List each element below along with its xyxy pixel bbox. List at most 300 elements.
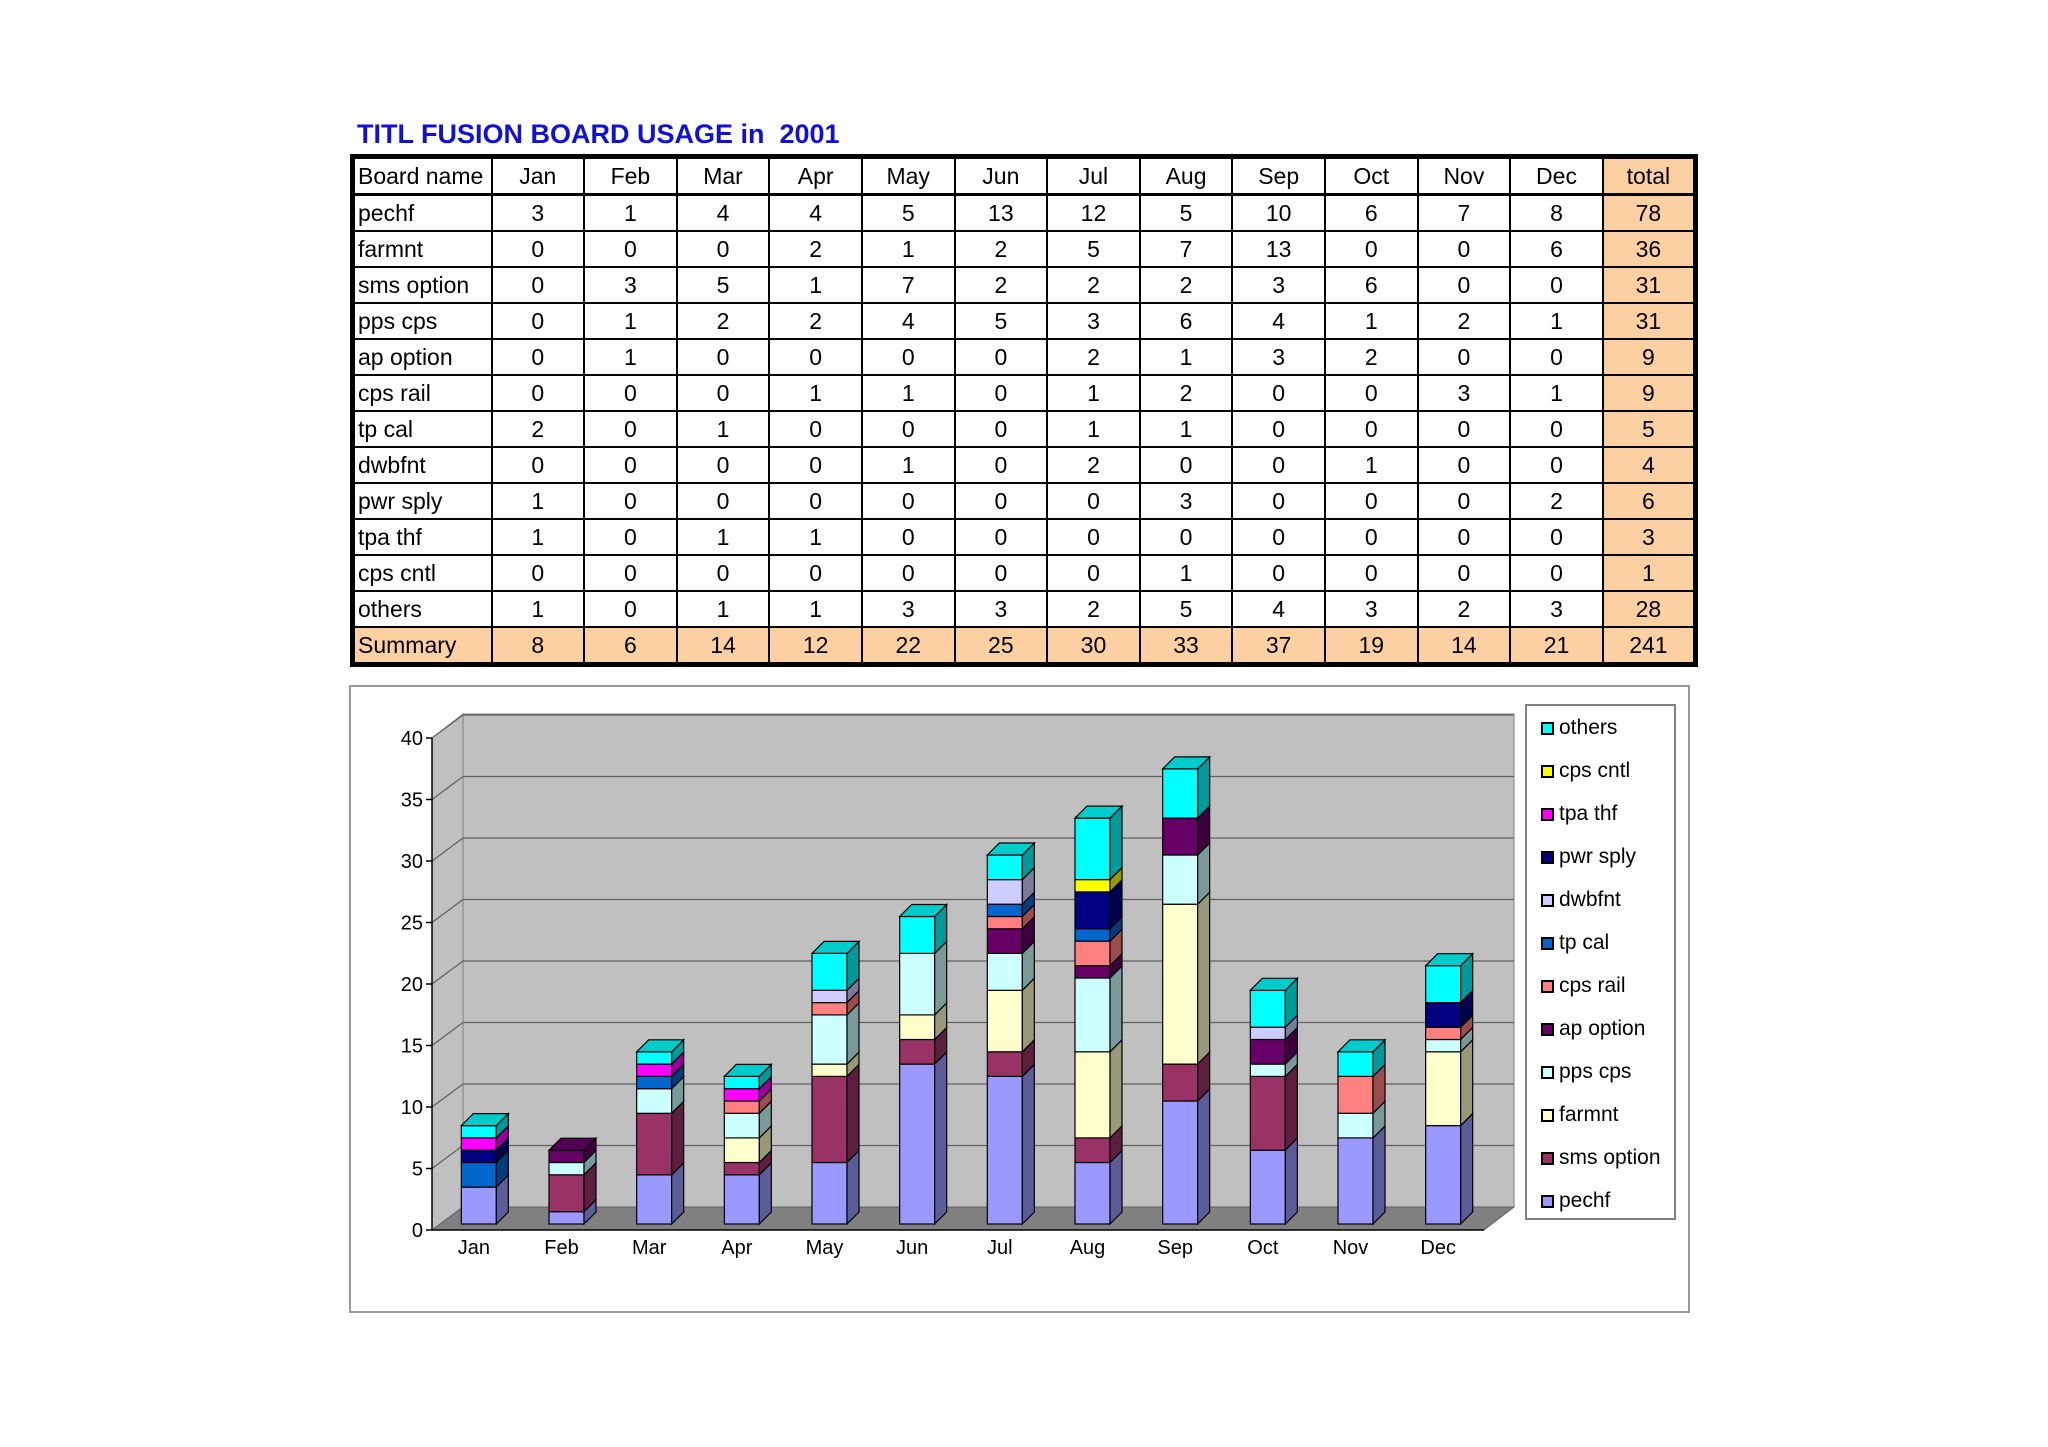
row-value: 6	[1325, 195, 1418, 232]
row-name: tpa thf	[353, 519, 492, 555]
bar-segment	[987, 1052, 1022, 1077]
bar-segment-side	[1022, 1064, 1034, 1224]
bar-segment	[1250, 1150, 1285, 1224]
row-value: 0	[769, 447, 862, 483]
row-value: 0	[677, 339, 770, 375]
summary-total: 241	[1603, 627, 1696, 665]
row-value: 2	[492, 411, 585, 447]
legend-item	[1541, 1187, 1610, 1215]
row-value: 0	[584, 555, 677, 591]
bar-segment	[549, 1150, 584, 1162]
row-value: 4	[862, 303, 955, 339]
bar-segment	[1426, 1126, 1461, 1224]
bar-segment	[549, 1212, 584, 1224]
row-value: 0	[1510, 447, 1603, 483]
row-value: 4	[769, 195, 862, 232]
header-month: Nov	[1418, 157, 1511, 195]
bar-segment	[1075, 929, 1110, 941]
row-value: 5	[1140, 591, 1233, 627]
bar-segment	[724, 1163, 759, 1175]
row-value: 2	[1140, 375, 1233, 411]
summary-value: 21	[1510, 627, 1603, 665]
header-total: total	[1603, 157, 1696, 195]
row-value: 1	[1140, 555, 1233, 591]
bar-segment	[461, 1163, 496, 1188]
bar-segment	[812, 1064, 847, 1076]
row-value: 5	[955, 303, 1048, 339]
row-value: 0	[1510, 339, 1603, 375]
row-value: 0	[584, 375, 677, 411]
row-total: 9	[1603, 375, 1696, 411]
legend-item	[1541, 1015, 1645, 1043]
bar-segment	[1250, 1027, 1285, 1039]
row-value: 3	[1232, 267, 1325, 303]
bar-segment	[987, 929, 1022, 954]
row-value: 2	[769, 303, 862, 339]
bar-segment	[900, 917, 935, 954]
row-value: 0	[1232, 555, 1325, 591]
row-value: 0	[492, 447, 585, 483]
row-value: 0	[955, 555, 1048, 591]
row-value: 12	[1047, 195, 1140, 232]
legend-label: pwr sply	[1559, 845, 1637, 868]
row-value: 0	[677, 231, 770, 267]
row-value: 1	[1047, 411, 1140, 447]
row-value: 2	[1047, 591, 1140, 627]
bar-segment	[1426, 1052, 1461, 1126]
bar-segment	[1163, 855, 1198, 904]
bar-segment-side	[1461, 1114, 1473, 1224]
row-name: others	[353, 591, 492, 627]
legend-swatch	[1541, 722, 1554, 735]
bar-segment	[900, 953, 935, 1015]
row-value: 0	[1232, 411, 1325, 447]
bar-segment	[1075, 1163, 1110, 1225]
row-total: 1	[1603, 555, 1696, 591]
row-value: 0	[584, 483, 677, 519]
legend-swatch	[1541, 980, 1554, 993]
row-value: 2	[1047, 267, 1140, 303]
bar-segment	[1163, 769, 1198, 818]
row-value: 0	[955, 447, 1048, 483]
bar-segment	[1075, 892, 1110, 929]
legend-swatch	[1541, 894, 1554, 907]
row-value: 2	[1140, 267, 1233, 303]
summary-value: 6	[584, 627, 677, 665]
row-value: 4	[1232, 303, 1325, 339]
row-value: 5	[862, 195, 955, 232]
row-value: 0	[492, 555, 585, 591]
bar-segment	[724, 1076, 759, 1088]
bar-segment	[987, 904, 1022, 916]
header-month: Aug	[1140, 157, 1233, 195]
row-value: 0	[1325, 483, 1418, 519]
row-value: 0	[769, 555, 862, 591]
row-value: 5	[677, 267, 770, 303]
bar-segment	[812, 1076, 847, 1162]
row-value: 1	[862, 231, 955, 267]
legend-swatch	[1541, 808, 1554, 821]
bar-segment	[1250, 1076, 1285, 1150]
header-board-name: Board name	[353, 157, 492, 195]
row-value: 0	[955, 519, 1048, 555]
legend-item	[1541, 886, 1621, 914]
summary-label: Summary	[353, 627, 492, 665]
x-tick-label: Jun	[896, 1237, 929, 1259]
row-value: 1	[492, 591, 585, 627]
row-total: 9	[1603, 339, 1696, 375]
x-tick-label: Aug	[1069, 1237, 1106, 1259]
bar-segment	[1163, 1101, 1198, 1224]
bar-segment-side	[1285, 1138, 1297, 1224]
legend-item	[1541, 714, 1617, 742]
chart-legend	[1525, 704, 1676, 1220]
row-value: 0	[1232, 519, 1325, 555]
row-total: 31	[1603, 303, 1696, 339]
bar-segment-side	[847, 1064, 859, 1162]
legend-label: farmnt	[1559, 1103, 1619, 1126]
row-value: 6	[1510, 231, 1603, 267]
row-value: 0	[1418, 555, 1511, 591]
bar-segment-side	[1110, 1040, 1122, 1138]
legend-swatch	[1541, 1109, 1554, 1122]
row-value: 7	[1418, 195, 1511, 232]
row-name: cps rail	[353, 375, 492, 411]
row-value: 0	[1047, 555, 1140, 591]
bar-segment	[461, 1187, 496, 1224]
row-value: 0	[584, 591, 677, 627]
y-tick-label: 15	[400, 1035, 423, 1058]
bar-segment	[1075, 978, 1110, 1052]
header-month: May	[862, 157, 955, 195]
x-tick-label: Oct	[1247, 1237, 1279, 1259]
row-value: 0	[1047, 519, 1140, 555]
row-value: 0	[1325, 519, 1418, 555]
y-tick-label: 30	[400, 851, 423, 873]
bar-segment	[637, 1076, 672, 1088]
row-value: 1	[492, 519, 585, 555]
bar-segment	[1075, 966, 1110, 978]
legend-item	[1541, 843, 1636, 871]
legend-swatch	[1541, 1023, 1554, 1036]
header-month: Sep	[1232, 157, 1325, 195]
summary-value: 19	[1325, 627, 1418, 665]
bar-segment	[1163, 904, 1198, 1064]
row-value: 0	[1325, 231, 1418, 267]
row-value: 0	[862, 519, 955, 555]
bar-segment	[987, 990, 1022, 1052]
row-value: 0	[1325, 375, 1418, 411]
row-value: 3	[1325, 591, 1418, 627]
summary-value: 8	[492, 627, 585, 665]
y-tick-label: 10	[400, 1097, 423, 1119]
bar-segment	[812, 1163, 847, 1225]
row-name: farmnt	[353, 231, 492, 267]
row-value: 0	[1325, 411, 1418, 447]
row-value: 0	[1510, 555, 1603, 591]
row-value: 0	[1418, 411, 1511, 447]
row-value: 2	[1047, 447, 1140, 483]
row-total: 31	[1603, 267, 1696, 303]
y-tick-label: 25	[400, 912, 423, 935]
row-value: 0	[1140, 447, 1233, 483]
bar-segment	[461, 1150, 496, 1162]
bar-segment	[637, 1089, 672, 1114]
page-title: TITL FUSION BOARD USAGE in 2001	[357, 119, 840, 149]
bar-segment	[1426, 1003, 1461, 1028]
row-value: 3	[1510, 591, 1603, 627]
bar-segment	[1075, 818, 1110, 880]
summary-value: 37	[1232, 627, 1325, 665]
bar-segment	[1338, 1138, 1373, 1224]
row-value: 0	[1510, 267, 1603, 303]
bar-segment	[1426, 1027, 1461, 1039]
header-month: Oct	[1325, 157, 1418, 195]
legend-swatch	[1541, 1066, 1554, 1079]
row-value: 0	[955, 483, 1048, 519]
row-value: 0	[584, 411, 677, 447]
bar-segment-side	[1198, 892, 1210, 1064]
bar-segment	[637, 1113, 672, 1175]
row-value: 2	[1325, 339, 1418, 375]
row-value: 3	[862, 591, 955, 627]
row-value: 1	[1510, 303, 1603, 339]
row-value: 3	[492, 195, 585, 232]
row-value: 4	[677, 195, 770, 232]
bar-segment	[1163, 1064, 1198, 1101]
row-value: 0	[1232, 375, 1325, 411]
legend-label: others	[1559, 716, 1618, 739]
legend-label: ap option	[1559, 1017, 1646, 1040]
row-value: 1	[1047, 375, 1140, 411]
bar-segment	[461, 1138, 496, 1150]
legend-label: pechf	[1559, 1189, 1611, 1212]
bar-segment	[724, 1113, 759, 1138]
row-value: 0	[1325, 555, 1418, 591]
x-tick-label: Mar	[631, 1237, 667, 1259]
row-value: 1	[1140, 411, 1233, 447]
row-value: 2	[769, 231, 862, 267]
row-value: 0	[677, 447, 770, 483]
bar-segment-side	[1198, 1089, 1210, 1224]
bar-segment	[1075, 941, 1110, 966]
bar-segment	[1250, 990, 1285, 1027]
row-value: 5	[1140, 195, 1233, 232]
row-value: 3	[584, 267, 677, 303]
row-value: 0	[955, 411, 1048, 447]
row-value: 0	[1047, 483, 1140, 519]
bar-segment	[1075, 880, 1110, 892]
y-tick-label: 20	[400, 974, 423, 996]
y-tick-label: 5	[411, 1158, 423, 1181]
row-value: 0	[584, 519, 677, 555]
legend-label: cps rail	[1559, 974, 1626, 997]
bar-segment-side	[935, 1052, 947, 1224]
bar-segment	[900, 1040, 935, 1065]
header-month: Mar	[677, 157, 770, 195]
bar-segment-side	[1461, 1040, 1473, 1126]
legend-label: pps cps	[1559, 1060, 1632, 1083]
row-name: pechf	[353, 195, 492, 232]
legend-label: sms option	[1559, 1146, 1661, 1169]
bar-segment	[1338, 1052, 1373, 1077]
row-value: 0	[955, 375, 1048, 411]
summary-value: 33	[1140, 627, 1233, 665]
legend-item	[1541, 1144, 1661, 1172]
row-total: 5	[1603, 411, 1696, 447]
x-tick-label: Sep	[1157, 1237, 1193, 1259]
row-value: 0	[1418, 483, 1511, 519]
bar-segment	[724, 1101, 759, 1113]
row-value: 0	[677, 375, 770, 411]
header-month: Apr	[769, 157, 862, 195]
row-name: tp cal	[353, 411, 492, 447]
row-name: ap option	[353, 339, 492, 375]
row-value: 5	[1047, 231, 1140, 267]
row-value: 13	[1232, 231, 1325, 267]
row-value: 3	[1232, 339, 1325, 375]
bar-segment	[637, 1175, 672, 1224]
bar-segment	[724, 1175, 759, 1224]
row-value: 1	[1325, 303, 1418, 339]
bar-segment	[1426, 1040, 1461, 1052]
row-value: 1	[492, 483, 585, 519]
bar-segment	[1338, 1113, 1373, 1138]
row-value: 0	[677, 555, 770, 591]
row-value: 6	[1325, 267, 1418, 303]
row-value: 0	[1232, 447, 1325, 483]
row-value: 1	[862, 447, 955, 483]
y-tick-label: 0	[411, 1220, 423, 1242]
row-value: 1	[769, 519, 862, 555]
row-value: 1	[769, 591, 862, 627]
x-tick-label: Jul	[987, 1237, 1013, 1259]
bar-segment	[987, 917, 1022, 929]
row-value: 0	[769, 339, 862, 375]
row-value: 1	[1140, 339, 1233, 375]
bar-segment	[1426, 966, 1461, 1003]
row-value: 0	[955, 339, 1048, 375]
row-value: 0	[1418, 519, 1511, 555]
row-name: pps cps	[353, 303, 492, 339]
bar-segment-side	[1110, 966, 1122, 1052]
x-tick-label: Apr	[721, 1237, 753, 1259]
legend-swatch	[1541, 851, 1554, 864]
row-value: 6	[1140, 303, 1233, 339]
bar-segment	[549, 1163, 584, 1175]
row-value: 1	[769, 267, 862, 303]
legend-label: cps cntl	[1559, 759, 1631, 782]
x-tick-label: May	[805, 1237, 844, 1259]
x-tick-label: Nov	[1332, 1237, 1369, 1259]
bar-segment	[1338, 1076, 1373, 1113]
row-value: 0	[492, 375, 585, 411]
legend-swatch	[1541, 937, 1554, 950]
row-value: 0	[862, 483, 955, 519]
row-value: 1	[584, 195, 677, 232]
header-month: Jun	[955, 157, 1048, 195]
x-tick-label: Dec	[1420, 1237, 1456, 1259]
legend-swatch	[1541, 765, 1554, 778]
legend-item	[1541, 929, 1609, 957]
row-value: 3	[1047, 303, 1140, 339]
row-value: 2	[1510, 483, 1603, 519]
bar-segment	[1163, 818, 1198, 855]
row-value: 1	[584, 339, 677, 375]
row-value: 1	[1325, 447, 1418, 483]
row-value: 0	[1418, 267, 1511, 303]
summary-value: 22	[862, 627, 955, 665]
x-tick-label: Jan	[457, 1237, 490, 1259]
legend-swatch	[1541, 1195, 1554, 1208]
y-tick-label: 35	[400, 789, 423, 812]
row-value: 3	[1140, 483, 1233, 519]
bar-segment	[637, 1064, 672, 1076]
header-month: Jan	[492, 157, 585, 195]
row-value: 1	[769, 375, 862, 411]
row-value: 0	[862, 411, 955, 447]
row-value: 0	[492, 339, 585, 375]
legend-item	[1541, 800, 1617, 828]
row-value: 7	[862, 267, 955, 303]
row-value: 0	[862, 555, 955, 591]
bar-segment	[987, 880, 1022, 905]
row-value: 0	[584, 447, 677, 483]
row-value: 0	[1510, 519, 1603, 555]
row-value: 0	[492, 231, 585, 267]
row-total: 78	[1603, 195, 1696, 232]
row-value: 0	[492, 303, 585, 339]
bar-segment	[637, 1052, 672, 1064]
legend-label: tpa thf	[1559, 802, 1618, 825]
row-value: 7	[1140, 231, 1233, 267]
legend-swatch	[1541, 1152, 1554, 1165]
row-value: 0	[1418, 447, 1511, 483]
row-value: 0	[769, 483, 862, 519]
row-value: 0	[677, 483, 770, 519]
legend-item	[1541, 1101, 1619, 1129]
row-value: 2	[955, 267, 1048, 303]
bar-segment	[549, 1175, 584, 1212]
bar-segment	[1250, 1040, 1285, 1065]
row-value: 0	[1232, 483, 1325, 519]
row-value: 0	[862, 339, 955, 375]
row-value: 0	[1140, 519, 1233, 555]
row-total: 6	[1603, 483, 1696, 519]
row-value: 1	[1510, 375, 1603, 411]
row-name: cps cntl	[353, 555, 492, 591]
row-value: 1	[677, 411, 770, 447]
y-tick-label: 40	[400, 728, 423, 750]
bar-segment	[987, 953, 1022, 990]
bar-segment	[1250, 1064, 1285, 1076]
row-value: 0	[769, 411, 862, 447]
summary-value: 30	[1047, 627, 1140, 665]
row-value: 1	[862, 375, 955, 411]
row-value: 3	[1418, 375, 1511, 411]
bar-segment	[812, 1015, 847, 1064]
row-value: 10	[1232, 195, 1325, 232]
bar-segment-side	[1285, 1064, 1297, 1150]
row-total: 3	[1603, 519, 1696, 555]
bar-segment	[987, 855, 1022, 880]
bar-segment	[987, 1076, 1022, 1224]
row-total: 36	[1603, 231, 1696, 267]
row-name: pwr sply	[353, 483, 492, 519]
row-value: 2	[1418, 303, 1511, 339]
row-value: 2	[1047, 339, 1140, 375]
row-total: 4	[1603, 447, 1696, 483]
